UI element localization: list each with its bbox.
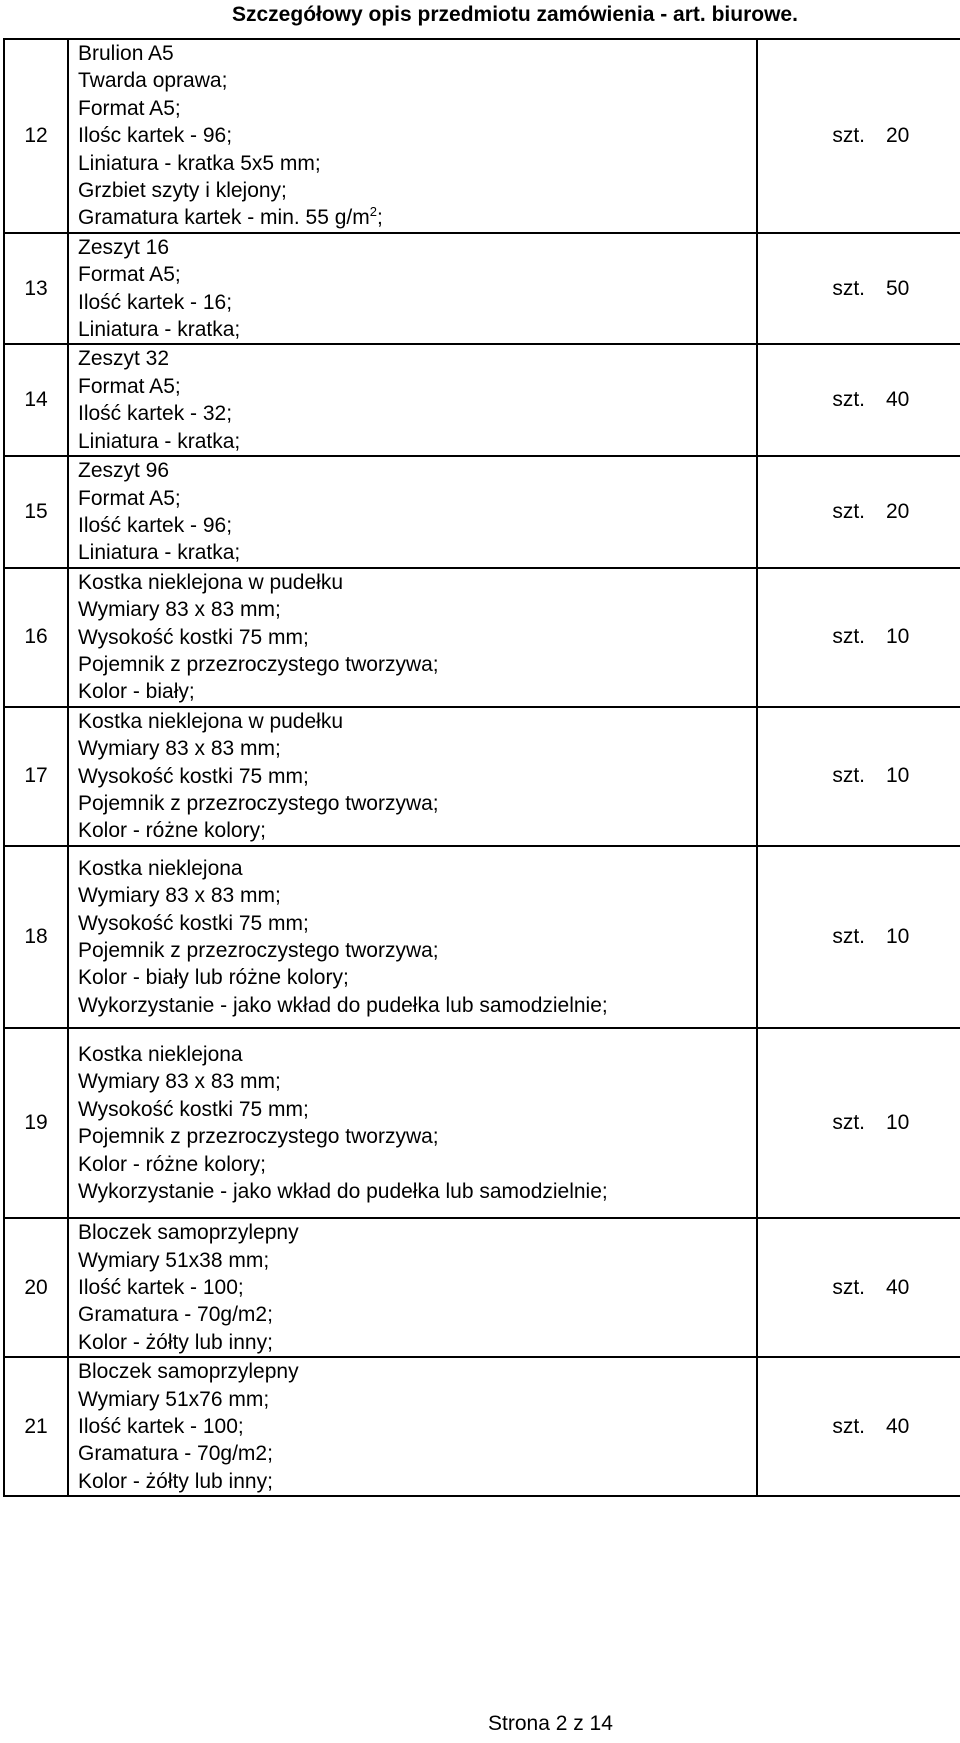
description-line: Gramatura - 70g/m2;: [78, 1303, 273, 1327]
item-description: [68, 1218, 757, 1357]
description-line: Grzbiet szyty i klejony;: [78, 179, 287, 203]
description-line: Wymiary 83 x 83 mm;: [78, 598, 281, 622]
grammage-suffix: ;: [377, 206, 383, 230]
description-line: Wymiary 51x38 mm;: [78, 1248, 270, 1272]
description-line: Wymiary 51x76 mm;: [78, 1387, 270, 1411]
unit-cell: szt.: [757, 233, 868, 345]
unit-cell: szt.: [757, 568, 868, 707]
quantity-cell: 10: [868, 707, 960, 846]
description-line: Liniatura - kratka;: [78, 541, 241, 565]
quantity-cell: 40: [868, 1218, 960, 1357]
table-row: [4, 1357, 960, 1496]
row-number: 17: [4, 707, 68, 846]
description-line: Pojemnik z przezroczystego tworzywa;: [78, 939, 439, 962]
item-description: [68, 1028, 757, 1218]
description-line: Wysokość kostki 75 mm;: [78, 625, 309, 649]
description-line: Wymiary 83 x 83 mm;: [78, 1070, 281, 1094]
item-description: [68, 456, 757, 568]
description-line: Format A5;: [78, 374, 181, 398]
quantity-cell: 10: [868, 1028, 960, 1218]
description-line: Pojemnik z przezroczystego tworzywa;: [78, 1125, 439, 1149]
description-line: Liniatura - kratka;: [78, 318, 241, 342]
description-line: Kostka nieklejona: [78, 856, 243, 880]
item-description: [68, 846, 757, 1028]
unit-cell: szt.: [757, 846, 868, 1028]
row-number: 15: [4, 456, 68, 568]
unit-cell: szt.: [757, 1218, 868, 1357]
unit-cell: szt.: [757, 456, 868, 568]
quantity-cell: 10: [868, 568, 960, 707]
description-line: Bloczek samoprzylepny: [78, 1221, 299, 1245]
description-line: Kolor - różne kolory;: [78, 1152, 266, 1176]
grammage-superscript: 2: [369, 204, 377, 220]
table-row: [4, 846, 960, 1028]
description-line: Wysokość kostki 75 mm;: [78, 764, 309, 788]
table-row: [4, 1028, 960, 1218]
description-line: Zeszyt 16: [78, 235, 170, 259]
description-line: Wysokość kostki 75 mm;: [78, 1097, 309, 1121]
description-line: Pojemnik z przezroczystego tworzywa;: [78, 791, 439, 815]
description-line: Kostka nieklejona: [78, 1043, 243, 1066]
description-line: Kolor - różne kolory;: [78, 819, 266, 843]
description-line: Ilość kartek - 96;: [78, 513, 233, 537]
quantity-cell: 20: [868, 39, 960, 233]
description-line: Kolor - biały;: [78, 680, 195, 704]
description-line: Format A5;: [78, 96, 181, 120]
description-line: Ilość kartek - 100;: [78, 1276, 244, 1300]
item-description: [68, 233, 757, 345]
table-row: [4, 568, 960, 707]
description-line: Ilość kartek - 100;: [78, 1415, 244, 1439]
description-line: Kolor - biały lub różne kolory;: [78, 966, 349, 990]
description-line: Ilość kartek - 32;: [78, 402, 233, 426]
row-number: 12: [4, 39, 68, 233]
item-description: [68, 1357, 757, 1496]
table-row: [4, 456, 960, 568]
quantity-cell: 40: [868, 344, 960, 456]
description-line: Pojemnik z przezroczystego tworzywa;: [78, 652, 439, 676]
row-number: 19: [4, 1028, 68, 1218]
unit-cell: szt.: [757, 1028, 868, 1218]
description-line: Kolor - żółty lub inny;: [78, 1469, 273, 1493]
quantity-cell: 40: [868, 1357, 960, 1496]
description-line: Kolor - żółty lub inny;: [78, 1330, 273, 1354]
grammage-text: Gramatura kartek - min. 55 g/m: [78, 206, 370, 230]
description-line: Ilośc kartek - 96;: [78, 124, 233, 148]
quantity-cell: 50: [868, 233, 960, 345]
row-number: 21: [4, 1357, 68, 1496]
table-row: [4, 39, 960, 233]
description-line: Liniatura - kratka;: [78, 429, 241, 453]
description-line: Wykorzystanie - jako wkład do pudełka lub samodzielnie;: [78, 993, 608, 1017]
description-line: Ilość kartek - 16;: [78, 290, 233, 314]
spec-table: [3, 38, 960, 1497]
description-line: Wykorzystanie - jako wkład do pudełka lub samodzielnie;: [78, 1180, 608, 1204]
table-row: [4, 233, 960, 345]
page-number: Strona 2 z 14: [488, 1712, 613, 1735]
table-row: [4, 344, 960, 456]
description-line: Bloczek samoprzylepny: [78, 1360, 299, 1384]
item-description: [68, 39, 757, 233]
description-line: [78, 204, 756, 231]
description-line: Zeszyt 96: [78, 459, 170, 483]
unit-cell: szt.: [757, 1357, 868, 1496]
row-number: 13: [4, 233, 68, 345]
description-line: Kostka nieklejona w pudełku: [78, 709, 344, 733]
item-description: [68, 707, 757, 846]
description-line: Zeszyt 32: [78, 347, 170, 371]
description-line: Liniatura - kratka 5x5 mm;: [78, 151, 321, 175]
description-line: Kostka nieklejona w pudełku: [78, 570, 344, 594]
description-line: Brulion A5: [78, 42, 174, 65]
quantity-cell: 10: [868, 846, 960, 1028]
unit-cell: szt.: [757, 707, 868, 846]
table-row: [4, 1218, 960, 1357]
item-description: [68, 568, 757, 707]
quantity-cell: 20: [868, 456, 960, 568]
row-number: 20: [4, 1218, 68, 1357]
description-line: Format A5;: [78, 263, 181, 287]
description-line: Wysokość kostki 75 mm;: [78, 911, 309, 935]
description-line: Wymiary 83 x 83 mm;: [78, 884, 281, 908]
description-line: Wymiary 83 x 83 mm;: [78, 737, 281, 761]
description-line: Twarda oprawa;: [78, 69, 228, 93]
row-number: 16: [4, 568, 68, 707]
item-description: [68, 344, 757, 456]
page-title: Szczegółowy opis przedmiotu zamówienia - art. biurowe.: [232, 3, 798, 26]
table-row: [4, 707, 960, 846]
unit-cell: szt.: [757, 344, 868, 456]
description-line: Format A5;: [78, 486, 181, 510]
unit-cell: szt.: [757, 39, 868, 233]
description-line: Gramatura - 70g/m2;: [78, 1442, 273, 1466]
row-number: 14: [4, 344, 68, 456]
row-number: 18: [4, 846, 68, 1028]
